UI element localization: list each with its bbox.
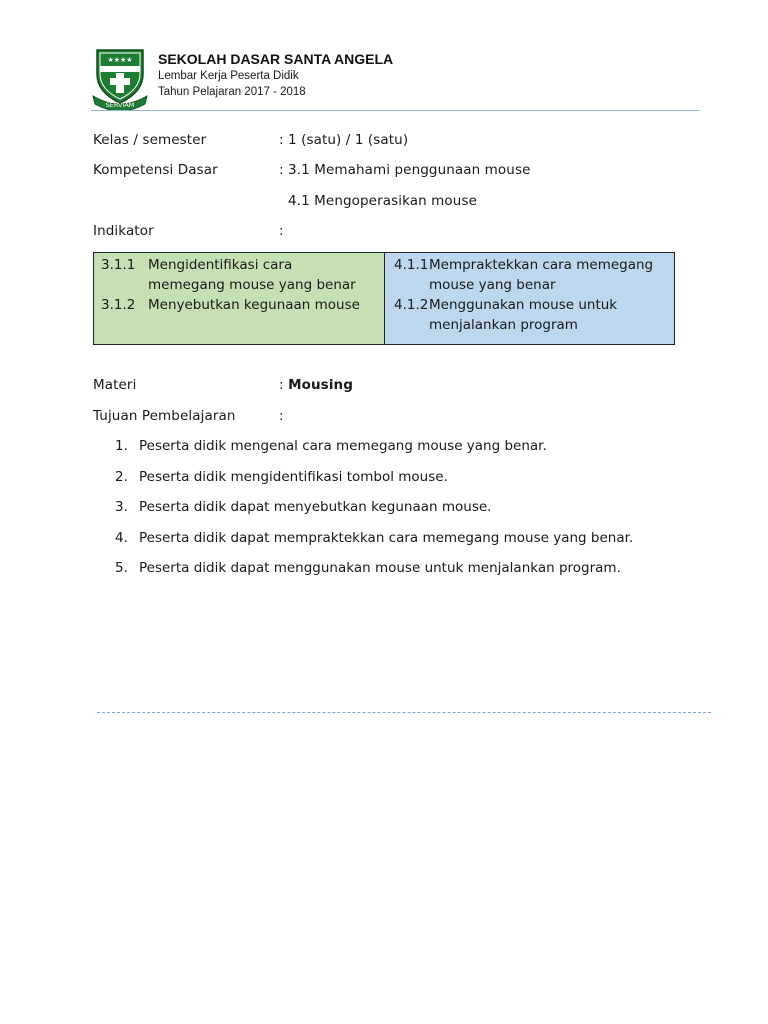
academic-year: Tahun Pelajaran 2017 - 2018 [158, 86, 306, 98]
indicator-column-right [385, 253, 674, 344]
indicator-table [93, 252, 675, 345]
field-value: : 3.1 Memahami penggunaan mouse [279, 162, 531, 178]
indicator-number: 3.1.1 [101, 257, 136, 273]
indicator-text: Mengidentifikasi cara memegang mouse yang benar [148, 257, 356, 293]
document-header [91, 46, 699, 112]
field-label: Materi [93, 377, 137, 393]
page-break-divider [97, 712, 711, 713]
header-divider [91, 110, 699, 111]
item-text: Peserta didik dapat menyebutkan kegunaan mouse. [139, 499, 492, 515]
field-label: Indikator [93, 223, 154, 239]
item-text: Peserta didik mengidentifikasi tombol mouse. [139, 468, 448, 485]
item-text: Peserta didik dapat mempraktekkan cara memegang mouse yang benar. [139, 529, 634, 546]
school-logo [91, 46, 149, 110]
item-text: Peserta didik dapat menggunakan mouse untuk menjalankan program. [139, 560, 621, 576]
indicator-column-left [94, 253, 385, 344]
field-value: : [279, 223, 284, 239]
indicator-number: 4.1.2 [394, 297, 429, 313]
item-text: Peserta didik mengenal cara memegang mouse yang benar. [139, 438, 547, 454]
field-value: 4.1 Mengoperasikan mouse [288, 193, 477, 209]
indicator-number: 4.1.1 [394, 257, 429, 273]
field-label: Kelas / semester [93, 132, 207, 148]
field-value: : Mousing [279, 377, 354, 393]
item-number: 5. [115, 560, 128, 576]
field-value: : [279, 408, 284, 424]
svg-text:★★★★: ★★★★ [107, 56, 133, 64]
item-number: 3. [115, 499, 128, 515]
indicator-number: 3.1.2 [101, 297, 136, 313]
indicator-text: Menggunakan mouse untuk menjalankan program [429, 297, 618, 333]
indicator-text: Mempraktekkan cara memegang mouse yang benar [429, 257, 654, 293]
logo-motto: SERVIAM [105, 101, 135, 109]
worksheet-title: Lembar Kerja Peserta Didik [158, 70, 299, 82]
field-label: Kompetensi Dasar [93, 162, 218, 178]
item-number: 2. [115, 468, 128, 485]
item-number: 1. [115, 438, 128, 454]
school-name: SEKOLAH DASAR SANTA ANGELA [158, 51, 394, 67]
item-number: 4. [115, 529, 128, 546]
field-label: Tujuan Pembelajaran [93, 408, 236, 424]
field-value: : 1 (satu) / 1 (satu) [279, 132, 409, 148]
indicator-text: Menyebutkan kegunaan mouse [148, 297, 360, 313]
